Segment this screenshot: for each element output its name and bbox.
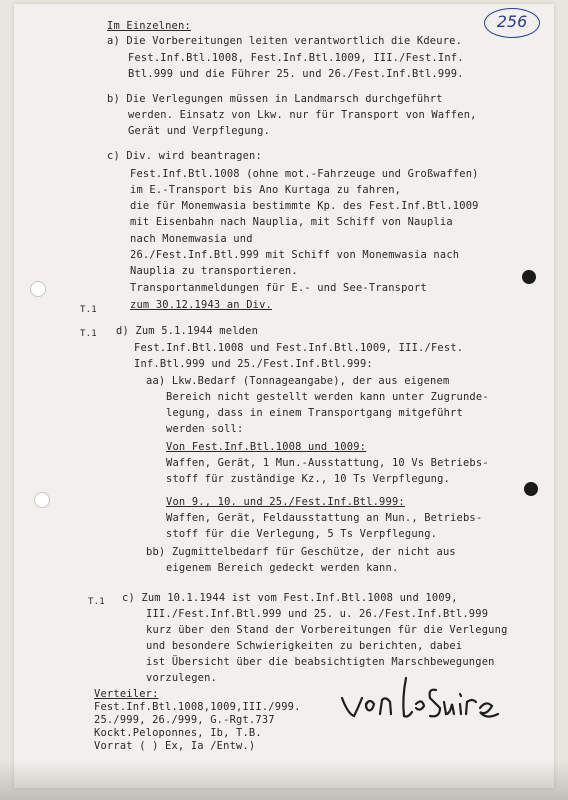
para-c-line-7: 26./Fest.Inf.Btl.999 mit Schiff von Monemwasia nach xyxy=(130,249,460,261)
para-c-line-5: mit Eisenbahn nach Nauplia, mit Schiff von Nauplia xyxy=(130,216,453,228)
para-d-line-2: Fest.Inf.Btl.1008 und Fest.Inf.Btl.1009, III./Fest. xyxy=(134,342,464,354)
para-d-line-10: stoff für zuständige Kz., 10 Ts Verpflegung. xyxy=(166,473,451,485)
para-c-line-4: die für Monemwasia bestimmte Kp. des Fest.Inf.Btl.1009 xyxy=(130,200,479,212)
para-b-line-2: werden. Einsatz von Lkw. nur für Transport von Waffen, xyxy=(128,109,477,121)
distribution-line-1: Fest.Inf.Btl.1008,1009,III./999. xyxy=(94,701,301,713)
margin-mark-1: T.1 xyxy=(80,305,97,315)
para-d-line-11: Von 9., 10. und 25./Fest.Inf.Btl.999: xyxy=(166,496,405,508)
page-number-stamp: 256 xyxy=(484,8,540,38)
para-a-line-1: a) Die Vorbereitungen leiten verantwortlich die Kdeure. xyxy=(107,35,463,47)
distribution-line-4: Vorrat ( ) Ex, Ia /Entw.) xyxy=(94,740,256,752)
para-e-line-4: und besondere Schwierigkeiten zu berichten, dabei xyxy=(146,640,463,652)
distribution-heading: Verteiler: xyxy=(94,688,159,700)
para-d-line-1: d) Zum 5.1.1944 melden xyxy=(116,325,259,337)
para-d-line-4: aa) Lkw.Bedarf (Tonnageangabe), der aus eigenem xyxy=(146,375,450,387)
para-c-line-2: Fest.Inf.Btl.1008 (ohne mot.-Fahrzeuge und Großwaffen) xyxy=(130,168,479,180)
distribution-line-3: Kockt.Peloponnes, Ib, T.B. xyxy=(94,727,262,739)
para-d-line-13: stoff für die Verlegung, 5 Ts Verpflegung. xyxy=(166,528,438,540)
para-d-line-9: Waffen, Gerät, 1 Mun.-Ausstattung, 10 Vs Betriebs- xyxy=(166,457,489,469)
distribution-line-2: 25./999, 26./999, G.-Rgt.737 xyxy=(94,714,275,726)
para-a-line-2: Fest.Inf.Btl.1008, Fest.Inf.Btl.1009, III./Fest.Inf. xyxy=(128,52,464,64)
para-c-line-8: Nauplia zu transportieren. xyxy=(130,265,298,277)
page-shadow xyxy=(0,760,568,800)
para-e-line-1: c) Zum 10.1.1944 ist vom Fest.Inf.Btl.1008 und 1009, xyxy=(122,592,458,604)
para-e-line-5: ist Übersicht über die beabsichtigten Marschbewegungen xyxy=(146,656,495,668)
para-c-line-6: nach Monemwasia und xyxy=(130,233,253,245)
section-heading: Im Einzelnen: xyxy=(107,20,191,32)
para-b-line-3: Gerät und Verpflegung. xyxy=(128,125,271,137)
para-c-line-1: c) Div. wird beantragen: xyxy=(107,150,262,162)
handwritten-signature xyxy=(336,668,506,738)
para-d-line-15: eigenem Bereich gedeckt werden kann. xyxy=(166,562,399,574)
para-c-line-10: zum 30.12.1943 an Div. xyxy=(130,299,273,311)
para-c-line-3: im E.-Transport bis Ano Kurtaga zu fahren, xyxy=(130,184,402,196)
para-d-line-6: legung, dass in einem Transportgang mitgeführt xyxy=(166,407,463,419)
ink-dot-upper xyxy=(522,270,536,284)
para-d-line-8: Von Fest.Inf.Btl.1008 und 1009: xyxy=(166,441,367,453)
margin-mark-2: T.1 xyxy=(80,329,97,339)
para-a-line-3: Btl.999 und die Führer 25. und 26./Fest.Inf.Btl.999. xyxy=(128,68,464,80)
para-d-line-12: Waffen, Gerät, Feldausstattung an Mun., Betriebs- xyxy=(166,512,483,524)
para-d-line-7: werden soll: xyxy=(166,423,244,435)
para-d-line-3: Inf.Btl.999 und 25./Fest.Inf.Btl.999: xyxy=(134,358,373,370)
ink-dot-lower xyxy=(524,482,538,496)
para-e-line-2: III./Fest.Inf.Btl.999 und 25. u. 26./Fest.Inf.Btl.999 xyxy=(146,608,489,620)
punch-hole-upper xyxy=(30,281,46,297)
margin-mark-3: T.1 xyxy=(88,597,105,607)
para-e-line-3: kurz über den Stand der Vorbereitungen für die Verlegung xyxy=(146,624,508,636)
para-b-line-1: b) Die Verlegungen müssen in Landmarsch durchgeführt xyxy=(107,93,443,105)
para-c-line-9: Transportanmeldungen für E.- und See-Transport xyxy=(130,282,427,294)
punch-hole-lower xyxy=(34,492,50,508)
para-d-line-5: Bereich nicht gestellt werden kann unter Zugrunde- xyxy=(166,391,489,403)
para-e-line-6: vorzulegen. xyxy=(146,672,218,684)
para-d-line-14: bb) Zugmittelbedarf für Geschütze, der nicht aus xyxy=(146,546,456,558)
